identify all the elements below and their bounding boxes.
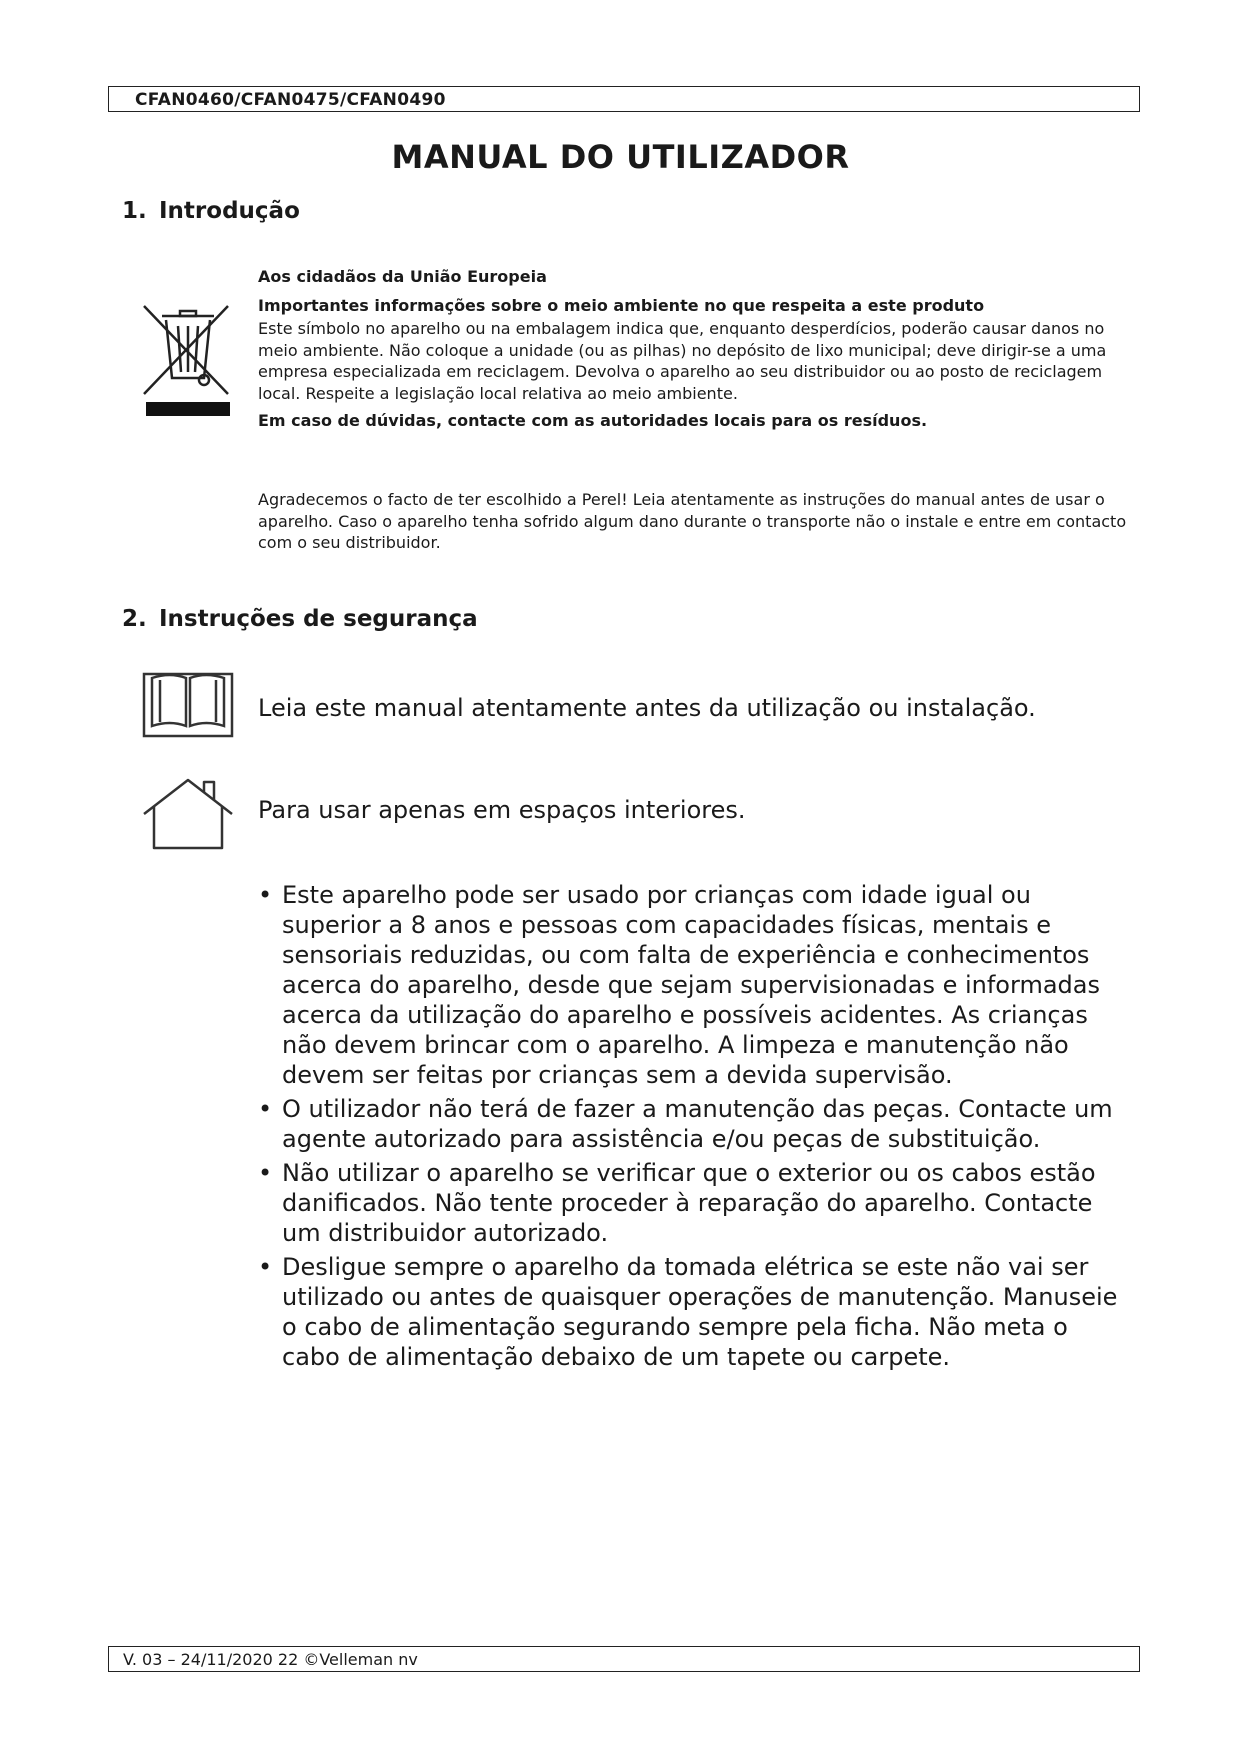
bullet-dot-icon: •: [258, 1095, 273, 1123]
intro-text-block: [258, 266, 1128, 432]
bullet-dot-icon: •: [258, 881, 273, 909]
section-2-heading: [122, 606, 478, 632]
page-title: MANUAL DO UTILIZADOR: [391, 138, 850, 176]
footer-text: V. 03 – 24/11/2020 22 ©Velleman nv: [123, 1650, 418, 1669]
indoor-use-house-icon: [140, 776, 236, 852]
safety-bullet-list: [258, 880, 1118, 1376]
weee-crossed-bin-icon: [140, 302, 236, 422]
section-1-title: Introdução: [159, 198, 300, 224]
bullet-text: Não utilizar o aparelho se verificar que o exterior ou os cabos estão danificados. Não tente proceder à reparação do aparelho. Contacte um distribuidor autorizado.: [282, 1159, 1096, 1247]
doubt-text: Em caso de dúvidas, contacte com as autoridades locais para os resíduos.: [258, 411, 928, 430]
section-1-heading: [122, 198, 300, 224]
list-item: [258, 880, 1118, 1090]
indoor-only-text: Para usar apenas em espaços interiores.: [258, 796, 746, 824]
page-footer: [108, 1646, 1140, 1672]
environment-title: Importantes informações sobre o meio ambiente no que respeita a este produto: [258, 295, 985, 315]
list-item: [258, 1158, 1118, 1248]
thanks-text: Agradecemos o facto de ter escolhido a Perel! Leia atentamente as instruções do manual antes de usar o aparelho. Caso o aparelho tenha sofrido algum dano durante o transporte não o instale e entre em contacto com o seu distribuidor.: [258, 490, 1127, 552]
read-manual-text: Leia este manual atentamente antes da utilização ou instalação.: [258, 694, 1036, 722]
section-1-number: 1.: [122, 198, 147, 224]
bullet-text: Desligue sempre o aparelho da tomada elétrica se este não vai ser utilizado ou antes de quaisquer operações de manutenção. Manuseie o cabo de alimentação segurando sempre pela ficha. Não meta o cabo de alimentação debaixo de um tapete ou carpete.: [282, 1253, 1118, 1371]
section-2-title: Instruções de segurança: [159, 606, 478, 632]
list-item: [258, 1252, 1118, 1372]
list-item: [258, 1094, 1118, 1154]
environment-text: Este símbolo no aparelho ou na embalagem indica que, enquanto desperdícios, poderão causar danos no meio ambiente. Não coloque a unidade (ou as pilhas) no depósito de lixo municipal; deve dirigir-se a uma empresa especializada em reciclagem. Devolva o aparelho ao seu distribuidor ou ao posto de reciclagem local. Respeite a legislação local relativa ao meio ambiente.: [258, 319, 1107, 403]
bullet-dot-icon: •: [258, 1159, 273, 1187]
bullet-dot-icon: •: [258, 1253, 273, 1281]
page-header: [108, 86, 1140, 112]
bullet-text: Este aparelho pode ser usado por crianças com idade igual ou superior a 8 anos e pessoas com capacidades físicas, mentais e sensoriais reduzidas, ou com falta de experiência e conhecimentos acerca do aparelho, desde que sejam supervisionadas e informadas acerca da utilização do aparelho e possíveis acidentes. As crianças não devem brincar com o aparelho. A limpeza e manutenção não devem ser feitas por crianças sem a devida supervisão.: [282, 881, 1100, 1089]
read-manual-book-icon: [140, 668, 236, 742]
eu-citizens-title: Aos cidadãos da União Europeia: [258, 267, 547, 286]
bullet-text: O utilizador não terá de fazer a manutenção das peças. Contacte um agente autorizado para assistência e/ou peças de substituição.: [282, 1095, 1113, 1153]
section-2-number: 2.: [122, 606, 147, 632]
model-numbers: CFAN0460/CFAN0475/CFAN0490: [135, 90, 446, 110]
